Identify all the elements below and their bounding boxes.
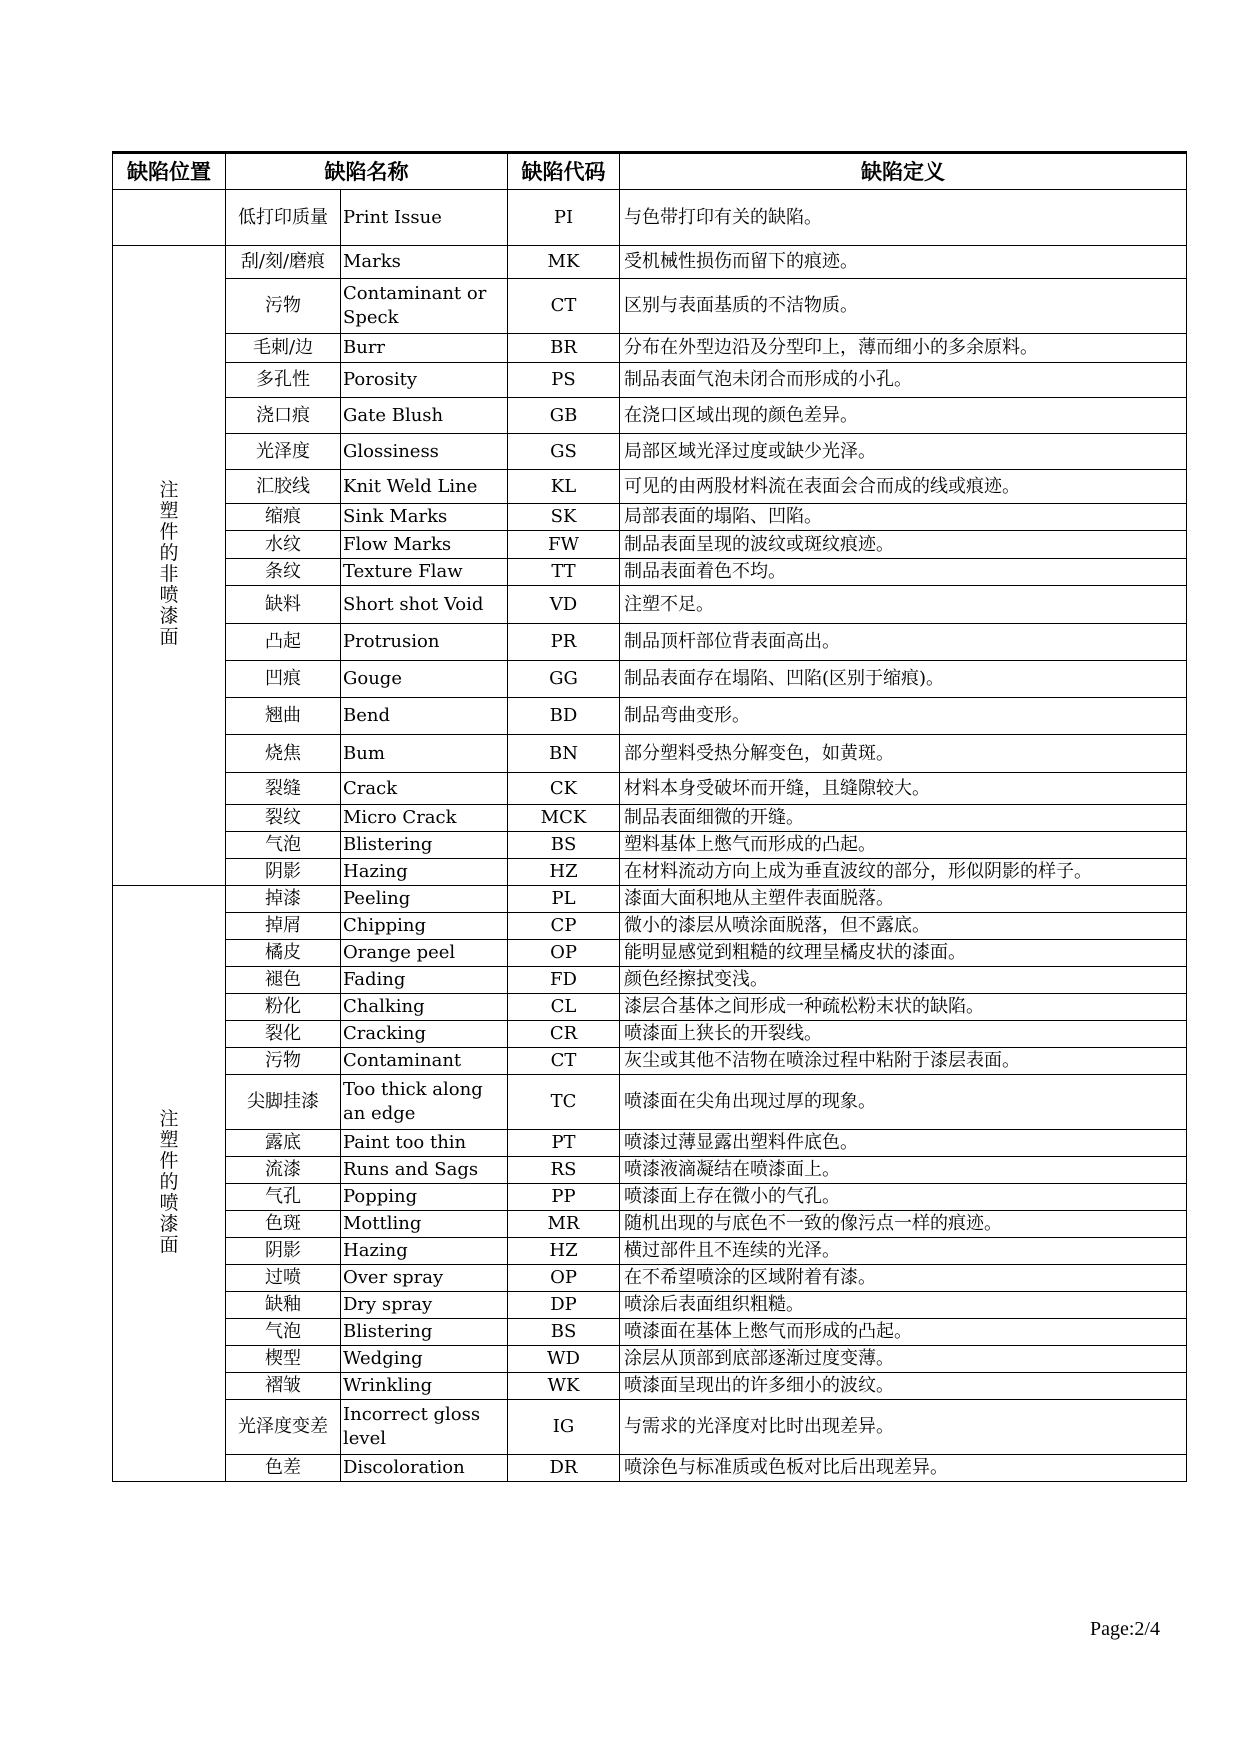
defect-code: CR bbox=[508, 1021, 620, 1048]
defect-name-en: Paint too thin bbox=[341, 1130, 508, 1157]
defect-name-en: Cracking bbox=[341, 1021, 508, 1048]
defect-name-zh: 烧焦 bbox=[226, 735, 341, 773]
page-number: Page:2/4 bbox=[1090, 1618, 1160, 1640]
defect-definition: 喷涂色与标准质或色板对比后出现差异。 bbox=[620, 1455, 1187, 1482]
location-cell bbox=[113, 246, 226, 886]
defect-name-en: Wrinkling bbox=[341, 1373, 508, 1400]
defect-code: MK bbox=[508, 246, 620, 279]
defect-definition: 制品表面气泡未闭合而形成的小孔。 bbox=[620, 363, 1187, 398]
table-row bbox=[113, 1238, 1187, 1265]
header-code: 缺陷代码 bbox=[508, 153, 620, 190]
location-cell bbox=[113, 886, 226, 1482]
defect-code: TC bbox=[508, 1075, 620, 1130]
defect-definition: 制品表面呈现的波纹或斑纹痕迹。 bbox=[620, 531, 1187, 559]
defect-name-zh: 楔型 bbox=[226, 1346, 341, 1373]
location-label: 注塑件的喷漆面 bbox=[159, 1107, 179, 1256]
defect-name-zh: 露底 bbox=[226, 1130, 341, 1157]
defect-name-zh: 多孔性 bbox=[226, 363, 341, 398]
defect-name-zh: 阴影 bbox=[226, 859, 341, 886]
table-row bbox=[113, 1400, 1187, 1455]
defect-code: BR bbox=[508, 334, 620, 363]
defect-name-en: Peeling bbox=[341, 886, 508, 913]
defect-definition: 灰尘或其他不洁物在喷涂过程中粘附于漆层表面。 bbox=[620, 1048, 1187, 1075]
table-row bbox=[113, 1075, 1187, 1130]
defect-code: GB bbox=[508, 398, 620, 434]
defect-name-en: Fading bbox=[341, 967, 508, 994]
defect-name-zh: 橘皮 bbox=[226, 940, 341, 967]
defect-code: PR bbox=[508, 624, 620, 661]
defect-name-en: Wedging bbox=[341, 1346, 508, 1373]
defect-name-zh: 色斑 bbox=[226, 1211, 341, 1238]
defect-name-zh: 裂化 bbox=[226, 1021, 341, 1048]
defect-definition: 在材料流动方向上成为垂直波纹的部分，形似阴影的样子。 bbox=[620, 859, 1187, 886]
defect-name-zh: 毛刺/边 bbox=[226, 334, 341, 363]
table-row bbox=[113, 504, 1187, 531]
defect-definition: 喷漆面呈现出的许多细小的波纹。 bbox=[620, 1373, 1187, 1400]
defect-name-en: Short shot Void bbox=[341, 586, 508, 624]
empty-location-cell bbox=[113, 190, 226, 246]
defect-code: CT bbox=[508, 1048, 620, 1075]
defect-name-zh: 阴影 bbox=[226, 1238, 341, 1265]
defect-code: WD bbox=[508, 1346, 620, 1373]
defect-definition: 制品弯曲变形。 bbox=[620, 698, 1187, 735]
table-row bbox=[113, 832, 1187, 859]
defect-name-en: Over spray bbox=[341, 1265, 508, 1292]
defect-name-zh: 褶皱 bbox=[226, 1373, 341, 1400]
defect-name-zh: 裂缝 bbox=[226, 773, 341, 805]
table-row bbox=[113, 859, 1187, 886]
defect-definition: 涂层从顶部到底部逐渐过度变薄。 bbox=[620, 1346, 1187, 1373]
defect-definition: 与色带打印有关的缺陷。 bbox=[620, 190, 1187, 246]
defect-definition: 注塑不足。 bbox=[620, 586, 1187, 624]
defect-name-en: Knit Weld Line bbox=[341, 470, 508, 504]
defect-code: BS bbox=[508, 1319, 620, 1346]
table-row bbox=[113, 661, 1187, 698]
section-painted bbox=[113, 886, 1187, 1482]
defect-name-zh: 翘曲 bbox=[226, 698, 341, 735]
defect-name-zh: 气泡 bbox=[226, 1319, 341, 1346]
defect-name-zh: 缺釉 bbox=[226, 1292, 341, 1319]
defect-code: GS bbox=[508, 434, 620, 470]
defect-definition: 制品表面着色不均。 bbox=[620, 559, 1187, 586]
defect-code: PI bbox=[508, 190, 620, 246]
defect-name-en: Contaminant bbox=[341, 1048, 508, 1075]
defect-code: PP bbox=[508, 1184, 620, 1211]
defect-name-zh: 褪色 bbox=[226, 967, 341, 994]
defect-code: BS bbox=[508, 832, 620, 859]
defect-definition: 微小的漆层从喷涂面脱落，但不露底。 bbox=[620, 913, 1187, 940]
defect-name-en: Mottling bbox=[341, 1211, 508, 1238]
defect-name-en: Gate Blush bbox=[341, 398, 508, 434]
table-row bbox=[113, 1455, 1187, 1482]
defect-name-en: Micro Crack bbox=[341, 805, 508, 832]
defect-table bbox=[112, 151, 1187, 1482]
defect-name-zh: 污物 bbox=[226, 279, 341, 334]
defect-definition: 分布在外型边沿及分型印上，薄而细小的多余原料。 bbox=[620, 334, 1187, 363]
header-name: 缺陷名称 bbox=[226, 153, 508, 190]
defect-definition: 区别与表面基质的不洁物质。 bbox=[620, 279, 1187, 334]
defect-code: CK bbox=[508, 773, 620, 805]
table-row bbox=[113, 1130, 1187, 1157]
defect-definition: 喷涂后表面组织粗糙。 bbox=[620, 1292, 1187, 1319]
defect-name-en: Gouge bbox=[341, 661, 508, 698]
table-row bbox=[113, 279, 1187, 334]
location-label: 注塑件的非喷漆面 bbox=[159, 479, 179, 648]
defect-code: MCK bbox=[508, 805, 620, 832]
table-row bbox=[113, 1021, 1187, 1048]
defect-name-en: Marks bbox=[341, 246, 508, 279]
section-non-painted bbox=[113, 246, 1187, 886]
table-row bbox=[113, 1373, 1187, 1400]
defect-name-en: Crack bbox=[341, 773, 508, 805]
defect-code: FD bbox=[508, 967, 620, 994]
table-row bbox=[113, 334, 1187, 363]
defect-name-zh: 裂纹 bbox=[226, 805, 341, 832]
defect-definition: 制品表面细微的开缝。 bbox=[620, 805, 1187, 832]
defect-code: CP bbox=[508, 913, 620, 940]
defect-name-en: Incorrect gloss level bbox=[341, 1400, 508, 1455]
defect-code: VD bbox=[508, 586, 620, 624]
defect-code: CT bbox=[508, 279, 620, 334]
defect-name-en: Texture Flaw bbox=[341, 559, 508, 586]
defect-name-en: Chalking bbox=[341, 994, 508, 1021]
defect-name-zh: 流漆 bbox=[226, 1157, 341, 1184]
defect-name-en: Protrusion bbox=[341, 624, 508, 661]
defect-name-zh: 刮/刻/磨痕 bbox=[226, 246, 341, 279]
table-row bbox=[113, 1265, 1187, 1292]
table-row bbox=[113, 531, 1187, 559]
table-row bbox=[113, 398, 1187, 434]
defect-definition: 能明显感觉到粗糙的纹理呈橘皮状的漆面。 bbox=[620, 940, 1187, 967]
defect-name-zh: 色差 bbox=[226, 1455, 341, 1482]
table-row bbox=[113, 940, 1187, 967]
defect-name-en: Runs and Sags bbox=[341, 1157, 508, 1184]
defect-code: DR bbox=[508, 1455, 620, 1482]
defect-name-zh: 掉漆 bbox=[226, 886, 341, 913]
defect-code: DP bbox=[508, 1292, 620, 1319]
defect-name-en: Hazing bbox=[341, 859, 508, 886]
defect-definition: 随机出现的与底色不一致的像污点一样的痕迹。 bbox=[620, 1211, 1187, 1238]
defect-name-en: Bum bbox=[341, 735, 508, 773]
defect-name-en: Print Issue bbox=[341, 190, 508, 246]
defect-name-zh: 条纹 bbox=[226, 559, 341, 586]
defect-code: PT bbox=[508, 1130, 620, 1157]
table-row bbox=[113, 246, 1187, 279]
table-row bbox=[113, 434, 1187, 470]
defect-definition: 在浇口区域出现的颜色差异。 bbox=[620, 398, 1187, 434]
defect-definition: 漆层合基体之间形成一种疏松粉末状的缺陷。 bbox=[620, 994, 1187, 1021]
defect-definition: 喷漆液滴凝结在喷漆面上。 bbox=[620, 1157, 1187, 1184]
defect-name-zh: 凹痕 bbox=[226, 661, 341, 698]
defect-code: WK bbox=[508, 1373, 620, 1400]
defect-code: FW bbox=[508, 531, 620, 559]
table-row bbox=[113, 586, 1187, 624]
table-row bbox=[113, 1319, 1187, 1346]
defect-name-zh: 气泡 bbox=[226, 832, 341, 859]
defect-name-zh: 凸起 bbox=[226, 624, 341, 661]
defect-code: IG bbox=[508, 1400, 620, 1455]
table-row bbox=[113, 698, 1187, 735]
defect-name-en: Hazing bbox=[341, 1238, 508, 1265]
defect-name-zh: 光泽度变差 bbox=[226, 1400, 341, 1455]
defect-definition: 与需求的光泽度对比时出现差异。 bbox=[620, 1400, 1187, 1455]
defect-definition: 局部表面的塌陷、凹陷。 bbox=[620, 504, 1187, 531]
defect-name-en: Glossiness bbox=[341, 434, 508, 470]
defect-definition: 制品顶杆部位背表面高出。 bbox=[620, 624, 1187, 661]
defect-code: GG bbox=[508, 661, 620, 698]
table-row bbox=[113, 1048, 1187, 1075]
defect-code: SK bbox=[508, 504, 620, 531]
defect-name-en: Discoloration bbox=[341, 1455, 508, 1482]
defect-name-en: Chipping bbox=[341, 913, 508, 940]
defect-name-en: Popping bbox=[341, 1184, 508, 1211]
defect-code: HZ bbox=[508, 859, 620, 886]
defect-definition: 喷漆面上存在微小的气孔。 bbox=[620, 1184, 1187, 1211]
defect-definition: 漆面大面积地从主塑件表面脱落。 bbox=[620, 886, 1187, 913]
defect-definition: 材料本身受破坏而开缝，且缝隙较大。 bbox=[620, 773, 1187, 805]
defect-name-zh: 缩痕 bbox=[226, 504, 341, 531]
defect-code: OP bbox=[508, 940, 620, 967]
header-definition: 缺陷定义 bbox=[620, 153, 1187, 190]
table-row bbox=[113, 886, 1187, 913]
defect-name-en: Too thick along an edge bbox=[341, 1075, 508, 1130]
defect-name-en: Bend bbox=[341, 698, 508, 735]
defect-definition: 受机械性损伤而留下的痕迹。 bbox=[620, 246, 1187, 279]
table-row bbox=[113, 1157, 1187, 1184]
defect-code: BD bbox=[508, 698, 620, 735]
defect-definition: 横过部件且不连续的光泽。 bbox=[620, 1238, 1187, 1265]
defect-code: PL bbox=[508, 886, 620, 913]
table-row bbox=[113, 967, 1187, 994]
defect-name-en: Porosity bbox=[341, 363, 508, 398]
defect-definition: 颜色经擦拭变浅。 bbox=[620, 967, 1187, 994]
table-row bbox=[113, 1211, 1187, 1238]
defect-code: MR bbox=[508, 1211, 620, 1238]
table-row bbox=[113, 1346, 1187, 1373]
header-location: 缺陷位置 bbox=[113, 153, 226, 190]
defect-definition: 局部区域光泽过度或缺少光泽。 bbox=[620, 434, 1187, 470]
defect-definition: 在不希望喷涂的区域附着有漆。 bbox=[620, 1265, 1187, 1292]
defect-name-zh: 水纹 bbox=[226, 531, 341, 559]
defect-name-zh: 光泽度 bbox=[226, 434, 341, 470]
table-row bbox=[113, 363, 1187, 398]
defect-code: HZ bbox=[508, 1238, 620, 1265]
defect-code: KL bbox=[508, 470, 620, 504]
table-row bbox=[113, 773, 1187, 805]
defect-definition: 喷漆过薄显露出塑料件底色。 bbox=[620, 1130, 1187, 1157]
top-row-group bbox=[113, 190, 1187, 246]
table-header bbox=[113, 153, 1187, 190]
defect-name-en: Orange peel bbox=[341, 940, 508, 967]
defect-definition: 喷漆面在基体上憋气而形成的凸起。 bbox=[620, 1319, 1187, 1346]
defect-code: CL bbox=[508, 994, 620, 1021]
defect-name-zh: 尖脚挂漆 bbox=[226, 1075, 341, 1130]
defect-code: RS bbox=[508, 1157, 620, 1184]
table-row bbox=[113, 1292, 1187, 1319]
defect-name-en: Sink Marks bbox=[341, 504, 508, 531]
defect-name-zh: 气孔 bbox=[226, 1184, 341, 1211]
defect-name-en: Flow Marks bbox=[341, 531, 508, 559]
defect-name-zh: 污物 bbox=[226, 1048, 341, 1075]
defect-code: BN bbox=[508, 735, 620, 773]
table-row bbox=[113, 913, 1187, 940]
defect-name-zh: 过喷 bbox=[226, 1265, 341, 1292]
table-row bbox=[113, 735, 1187, 773]
defect-name-zh: 缺料 bbox=[226, 586, 341, 624]
defect-definition: 塑料基体上憋气而形成的凸起。 bbox=[620, 832, 1187, 859]
table-row bbox=[113, 470, 1187, 504]
defect-name-zh: 掉屑 bbox=[226, 913, 341, 940]
table-row bbox=[113, 559, 1187, 586]
defect-definition: 制品表面存在塌陷、凹陷(区别于缩痕)。 bbox=[620, 661, 1187, 698]
defect-name-en: Blistering bbox=[341, 832, 508, 859]
table-row bbox=[113, 624, 1187, 661]
table-row bbox=[113, 994, 1187, 1021]
defect-name-zh: 汇胶线 bbox=[226, 470, 341, 504]
defect-definition: 喷漆面在尖角出现过厚的现象。 bbox=[620, 1075, 1187, 1130]
defect-name-zh: 浇口痕 bbox=[226, 398, 341, 434]
defect-name-zh: 低打印质量 bbox=[226, 190, 341, 246]
defect-definition: 可见的由两股材料流在表面会合而成的线或痕迹。 bbox=[620, 470, 1187, 504]
defect-code: OP bbox=[508, 1265, 620, 1292]
defect-name-zh: 粉化 bbox=[226, 994, 341, 1021]
defect-name-en: Burr bbox=[341, 334, 508, 363]
defect-definition: 部分塑料受热分解变色，如黄斑。 bbox=[620, 735, 1187, 773]
defect-name-en: Dry spray bbox=[341, 1292, 508, 1319]
table-row bbox=[113, 805, 1187, 832]
defect-definition: 喷漆面上狭长的开裂线。 bbox=[620, 1021, 1187, 1048]
defect-name-en: Contaminant or Speck bbox=[341, 279, 508, 334]
table-row bbox=[113, 190, 1187, 246]
defect-code: TT bbox=[508, 559, 620, 586]
defect-name-en: Blistering bbox=[341, 1319, 508, 1346]
table-row bbox=[113, 1184, 1187, 1211]
defect-code: PS bbox=[508, 363, 620, 398]
